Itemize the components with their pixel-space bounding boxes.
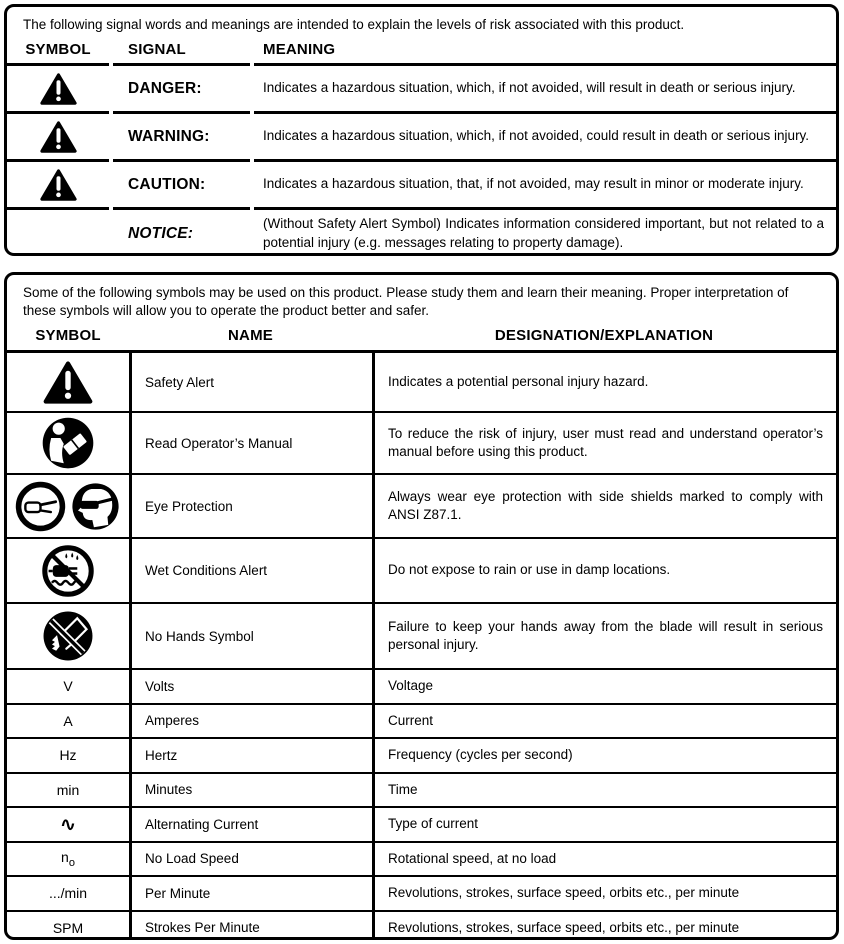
- symbol-cell: [7, 63, 109, 111]
- symbol-cell: [7, 539, 129, 602]
- symbol-name: Hertz: [129, 739, 372, 772]
- signal-table-header: [7, 38, 836, 63]
- designation-column-header: DESIGNATION/EXPLANATION: [494, 327, 714, 344]
- safety-alert-triangle-icon: [43, 361, 93, 404]
- symbol-cell: [7, 843, 129, 876]
- meaning-cell: (Without Safety Alert Symbol) Indicates information considered important, but not related to a potential injury (e.g. messages relating to property damage).: [254, 207, 836, 256]
- meaning-cell: Indicates a hazardous situation, which, if not avoided, will result in death or serious injury.: [254, 63, 836, 111]
- table-row: [7, 912, 836, 941]
- symbol-name: Wet Conditions Alert: [129, 539, 372, 602]
- table-row: [7, 475, 836, 539]
- safety-alert-triangle-icon: [40, 73, 77, 105]
- signal-word: NOTICE:: [113, 207, 250, 256]
- designation-cell: Voltage: [372, 670, 836, 703]
- symbols-panel: [4, 272, 839, 940]
- face-with-goggles-icon: [70, 481, 121, 532]
- designation-cell: Failure to keep your hands away from the blade will result in serious personal injury.: [372, 604, 836, 668]
- designation-cell: Indicates a potential personal injury hazard.: [372, 353, 836, 411]
- table-row: [7, 539, 836, 604]
- symbol-cell: Hz: [59, 747, 77, 764]
- symbol-cell: [7, 604, 129, 668]
- signal-word: DANGER:: [113, 63, 250, 111]
- designation-cell: Do not expose to rain or use in damp locations.: [372, 539, 836, 602]
- table-row: [7, 670, 836, 705]
- signal-words-panel: [4, 4, 839, 256]
- symbol-name: Alternating Current: [129, 808, 372, 841]
- table-row: [7, 353, 836, 413]
- symbol-name: Read Operator’s Manual: [129, 413, 372, 473]
- symbol-cell: .../min: [48, 885, 88, 902]
- table-row: [7, 63, 836, 111]
- sine-wave-icon: ∿: [59, 812, 77, 837]
- table-row: [7, 843, 836, 878]
- designation-cell: Revolutions, strokes, surface speed, orbits etc., per minute: [372, 912, 836, 941]
- signal-word: WARNING:: [113, 111, 250, 159]
- symbols-table-body: [7, 350, 836, 940]
- table-row: [7, 207, 836, 256]
- table-row: [7, 739, 836, 774]
- symbol-name: No Load Speed: [129, 843, 372, 876]
- signal-column-header: SIGNAL: [128, 41, 186, 58]
- table-row: [7, 604, 836, 670]
- symbol-cell: A: [63, 712, 73, 729]
- meaning-column-header: MEANING: [263, 41, 336, 58]
- symbol-name: Volts: [129, 670, 372, 703]
- symbol-cell: [7, 159, 109, 207]
- symbol-cell: V: [63, 678, 73, 695]
- designation-cell: Revolutions, strokes, surface speed, orbits etc., per minute: [372, 877, 836, 910]
- symbol-name: Minutes: [129, 774, 372, 807]
- symbol-cell: min: [56, 781, 80, 798]
- designation-cell: Frequency (cycles per second): [372, 739, 836, 772]
- designation-cell: Type of current: [372, 808, 836, 841]
- no-hands-icon: [41, 609, 95, 663]
- symbol-name: Per Minute: [129, 877, 372, 910]
- symbols-table-header: [7, 324, 836, 350]
- symbol-column-header: SYMBOL: [25, 41, 91, 58]
- designation-cell: Current: [372, 705, 836, 738]
- safety-glasses-icon: [15, 481, 66, 532]
- symbol-cell: SPM: [52, 919, 84, 936]
- table-row: [7, 808, 836, 843]
- safety-alert-triangle-icon: [40, 121, 77, 153]
- symbol-name: Safety Alert: [129, 353, 372, 411]
- meaning-cell: Indicates a hazardous situation, that, if not avoided, may result in minor or moderate injury.: [254, 159, 836, 207]
- table-row: [7, 705, 836, 740]
- table-row: [7, 774, 836, 809]
- name-column-header: NAME: [228, 327, 273, 344]
- table-row: [7, 111, 836, 159]
- no-load-speed-symbol: $n_o$: [61, 848, 75, 869]
- designation-cell: Time: [372, 774, 836, 807]
- table-row: [7, 877, 836, 912]
- meaning-cell: Indicates a hazardous situation, which, if not avoided, could result in death or serious injury.: [254, 111, 836, 159]
- table-row: [7, 413, 836, 475]
- symbol-cell: [7, 475, 129, 537]
- signal-word: CAUTION:: [113, 159, 250, 207]
- symbol-name: Eye Protection: [129, 475, 372, 537]
- designation-cell: To reduce the risk of injury, user must read and understand operator’s manual before using this product.: [372, 413, 836, 473]
- table-row: [7, 159, 836, 207]
- designation-cell: Always wear eye protection with side shields marked to comply with ANSI Z87.1.: [372, 475, 836, 537]
- symbol-cell-empty: [7, 207, 109, 256]
- safety-alert-triangle-icon: [40, 169, 77, 201]
- symbol-name: Strokes Per Minute: [129, 912, 372, 941]
- symbol-cell: [7, 413, 129, 473]
- read-operators-manual-icon: [41, 416, 95, 470]
- signal-words-intro: The following signal words and meanings are intended to explain the levels of risk associated with this product.: [23, 17, 685, 32]
- symbol-cell: [7, 353, 129, 411]
- symbol-cell: [7, 111, 109, 159]
- symbol-cell: [7, 808, 129, 841]
- symbol-name: No Hands Symbol: [129, 604, 372, 668]
- wet-conditions-icon: [41, 544, 95, 598]
- symbol-column-header: SYMBOL: [35, 327, 101, 344]
- designation-cell: Rotational speed, at no load: [372, 843, 836, 876]
- symbols-intro: Some of the following symbols may be used on this product. Please study them and learn their meaning. Proper interpretation of these symbols will allow you to operate the product better and safer.: [23, 285, 789, 318]
- symbol-name: Amperes: [129, 705, 372, 738]
